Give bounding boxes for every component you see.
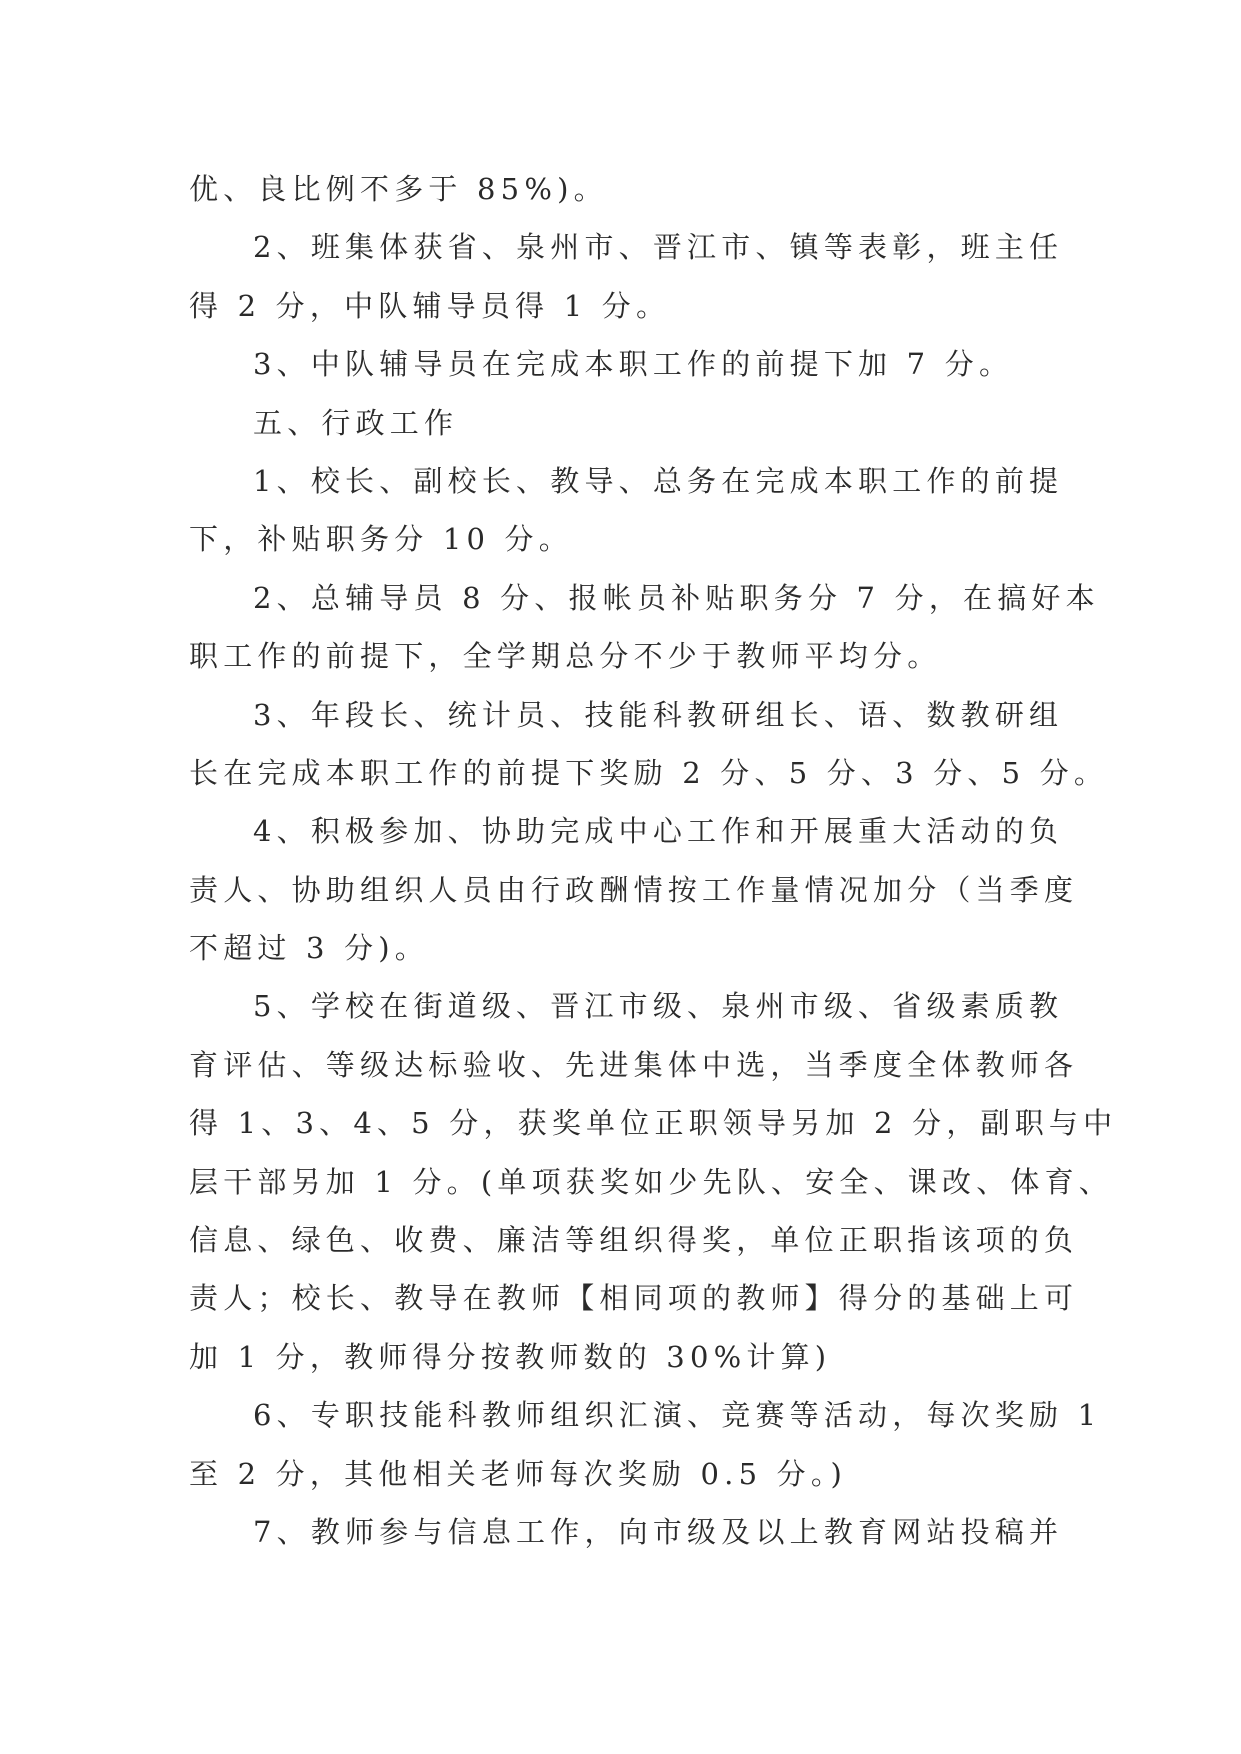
- text-line: 职工作的前提下，全学期总分不少于教师平均分。: [189, 639, 942, 674]
- text-line: 五、行政工作: [253, 405, 459, 440]
- text-line: 得 1、3、4、5 分，获奖单位正职领导另加 2 分，副职与中: [189, 1106, 1118, 1141]
- text-line: 3、年段长、统计员、技能科教研组长、语、数教研组: [253, 697, 1064, 732]
- text-line: 6、专职技能科教师组织汇演、竞赛等活动，每次奖励 1: [253, 1398, 1102, 1433]
- text-line: 至 2 分，其他相关老师每次奖励 0.5 分。): [189, 1456, 848, 1491]
- text-line: 5、学校在街道级、晋江市级、泉州市级、省级素质教: [253, 989, 1064, 1024]
- text-line: 层干部另加 1 分。(单项获奖如少先队、安全、课改、体育、: [189, 1164, 1114, 1199]
- document-body: [189, 160, 1118, 1561]
- text-line: 责人、协助组织人员由行政酬情按工作量情况加分（当季度: [189, 872, 1079, 907]
- text-line: 优、良比例不多于 85%)。: [189, 172, 608, 206]
- text-line: 得 2 分，中队辅导员得 1 分。: [189, 288, 671, 323]
- text-line: 责人；校长、教导在教师【相同项的教师】得分的基础上可: [189, 1281, 1079, 1316]
- text-line: 不超过 3 分)。: [189, 931, 430, 966]
- text-line: 3、中队辅导员在完成本职工作的前提下加 7 分。: [253, 347, 1014, 382]
- text-line: 2、总辅导员 8 分、报帐员补贴职务分 7 分，在搞好本: [253, 580, 1100, 615]
- text-line: 信息、绿色、收费、廉洁等组织得奖，单位正职指该项的负: [189, 1223, 1079, 1258]
- text-line: 1、校长、副校长、教导、总务在完成本职工作的前提: [253, 463, 1064, 498]
- text-line: 下，补贴职务分 10 分。: [189, 522, 573, 557]
- text-line: 长在完成本职工作的前提下奖励 2 分、5 分、3 分、5 分。: [189, 755, 1109, 790]
- text-line: 育评估、等级达标验收、先进集体中选，当季度全体教师各: [189, 1047, 1079, 1082]
- text-line: 2、班集体获省、泉州市、晋江市、镇等表彰，班主任: [253, 230, 1064, 265]
- text-line: 7、教师参与信息工作，向市级及以上教育网站投稿并: [253, 1514, 1064, 1549]
- text-line: 4、积极参加、协助完成中心工作和开展重大活动的负: [253, 814, 1064, 849]
- text-line: 加 1 分，教师得分按教师数的 30%计算): [189, 1339, 832, 1374]
